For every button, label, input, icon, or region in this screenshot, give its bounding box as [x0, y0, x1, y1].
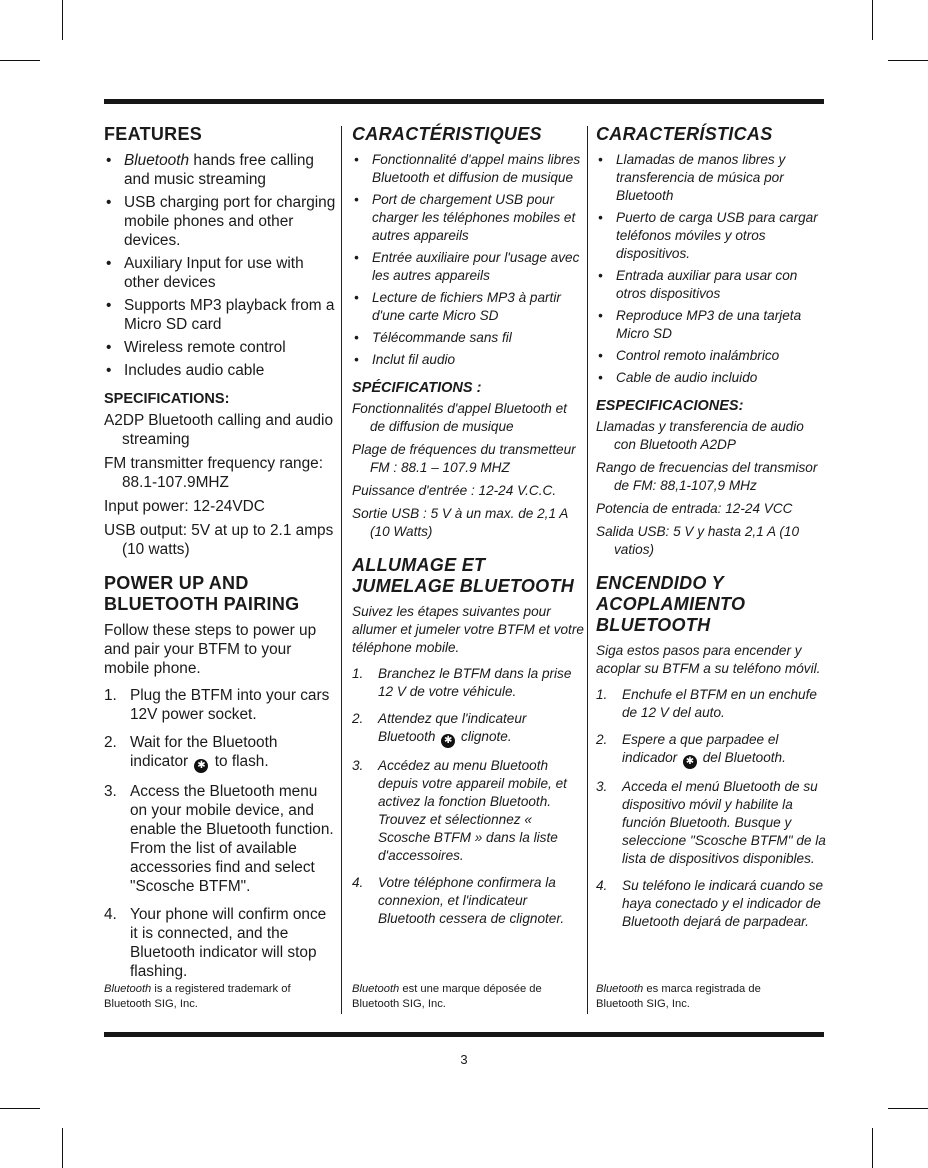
list-item: • Télécommande sans fil — [352, 329, 584, 347]
step-number: 4. — [104, 906, 117, 923]
specifications-heading: ESPECIFICACIONES: — [596, 398, 744, 414]
spec-item: Llamadas y transferencia de audio con Bluetooth A2DP — [596, 419, 804, 452]
spec-item: A2DP Bluetooth calling and audio streaming — [104, 412, 334, 448]
step-text: Espere a que parpadee el indicador — [622, 732, 779, 765]
step-number: 3. — [596, 779, 608, 794]
bluetooth-term: Bluetooth — [596, 983, 644, 995]
list-item-text: Auxiliary Input for use with other devices — [124, 255, 304, 291]
step-number: 4. — [352, 875, 364, 890]
pairing-heading-line-2: ACOPLAMIENTO — [596, 594, 746, 614]
step-item — [104, 733, 336, 773]
bottom-rule — [104, 1032, 824, 1037]
list-item: • Fonctionnalité d'appel mains libres Bluetooth et diffusion de musique — [352, 151, 584, 187]
list-item — [104, 361, 336, 380]
features-heading: CARACTÉRISTIQUES — [352, 124, 542, 144]
step-number: 4. — [596, 878, 608, 893]
step-text: Plug the BTFM into your cars 12V power socket. — [130, 687, 330, 723]
pairing-heading-line-2: BLUETOOTH PAIRING — [104, 594, 300, 614]
pairing-intro: Follow these steps to power up and pair your BTFM to your mobile phone. — [104, 622, 317, 677]
list-item-text: hands free calling and music streaming — [124, 152, 314, 188]
step-text: Access the Bluetooth menu on your mobile device, and enable the Bluetooth function. From the list of available accessories find and select "Scosche BTFM". — [130, 783, 334, 895]
step-item — [352, 665, 584, 701]
crop-mark-bottom-left-h — [0, 1108, 40, 1109]
pairing-steps — [596, 686, 828, 931]
features-heading: FEATURES — [104, 124, 203, 144]
list-item: • Cable de audio incluido — [596, 369, 828, 387]
list-item — [104, 254, 336, 292]
step-item — [596, 731, 828, 769]
crop-mark-top-right-v — [872, 0, 873, 40]
pairing-steps — [104, 686, 336, 981]
list-item — [104, 151, 336, 189]
spec-item: FM transmitter frequency range: 88.1-107.9MHZ — [104, 455, 323, 491]
step-text: Branchez le BTFM dans la prise 12 V de votre véhicule. — [378, 666, 572, 699]
features-list — [596, 151, 828, 387]
specifications-heading: SPECIFICATIONS: — [104, 391, 230, 407]
list-item: • Puerto de carga USB para cargar teléfonos móviles y otros dispositivos. — [596, 209, 828, 263]
english-column — [104, 124, 336, 990]
trademark-note-fr — [352, 982, 577, 1012]
column-divider-2 — [587, 126, 588, 1014]
trademark-text: is a registered trademark of Bluetooth SIG, Inc. — [104, 983, 291, 1010]
step-number: 2. — [596, 732, 608, 747]
pairing-heading-line-2: JUMELAGE BLUETOOTH — [352, 576, 575, 596]
crop-mark-top-left-h — [0, 60, 40, 61]
crop-mark-top-left-v — [62, 0, 63, 40]
bluetooth-term: Bluetooth — [352, 983, 400, 995]
specifications-heading: SPÉCIFICATIONS : — [352, 380, 482, 396]
pairing-heading — [596, 573, 828, 636]
step-text-tail: clignote. — [461, 729, 512, 744]
list-item — [104, 296, 336, 334]
spec-item: Salida USB: 5 V y hasta 2,1 A (10 vatios) — [596, 524, 800, 557]
trademark-text: es marca registrada de Bluetooth SIG, Inc. — [596, 983, 761, 1010]
step-item — [104, 686, 336, 724]
page-number: 3 — [460, 1052, 468, 1067]
pairing-heading-line-1: ENCENDIDO Y — [596, 573, 724, 593]
spec-item: USB output: 5V at up to 2.1 amps (10 watts) — [104, 522, 334, 558]
step-item — [352, 710, 584, 748]
bluetooth-term: Bluetooth — [124, 152, 190, 169]
spec-item: Puissance d'entrée : 12-24 V.C.C. — [352, 483, 557, 498]
spanish-column — [596, 124, 828, 940]
spec-item: Rango de frecuencias del transmisor de FM: 88,1-107,9 MHz — [596, 460, 818, 493]
pairing-intro: Siga estos pasos para encender y acoplar su BTFM a su teléfono móvil. — [596, 643, 821, 676]
spec-item: Input power: 12-24VDC — [104, 498, 265, 515]
pairing-steps — [352, 665, 584, 928]
specifications-list — [596, 418, 828, 559]
bluetooth-icon: ✱ — [683, 755, 697, 769]
list-item: • Entrée auxiliaire pour l'usage avec les autres appareils — [352, 249, 584, 285]
list-item: • Inclut fil audio — [352, 351, 584, 369]
bluetooth-icon: ✱ — [441, 734, 455, 748]
step-item — [104, 782, 336, 896]
step-text: Accédez au menu Bluetooth depuis votre appareil mobile, et activez la fonction Bluetooth. Trouvez et sélectionnez « Scosche BTFM » dans la liste d'accessoires. — [378, 758, 567, 863]
spec-item: Fonctionnalités d'appel Bluetooth et de diffusion de musique — [352, 401, 567, 434]
step-text: Wait for the Bluetooth indicator — [130, 734, 278, 770]
step-text: Enchufe el BTFM en un enchufe de 12 V del auto. — [622, 687, 817, 720]
list-item — [104, 193, 336, 250]
pairing-intro: Suivez les étapes suivantes pour allumer et jumeler votre BTFM et votre téléphone mobile. — [352, 604, 584, 655]
step-text: Acceda el menú Bluetooth de su dispositivo móvil y habilite la función Bluetooth. Busque y seleccione "Scosche BTFM" de la lista de dispositivos disponibles. — [622, 779, 826, 866]
step-number: 2. — [352, 711, 364, 726]
step-number: 1. — [596, 687, 608, 702]
pairing-heading — [352, 555, 584, 597]
list-item: • Lecture de fichiers MP3 à partir d'une carte Micro SD — [352, 289, 584, 325]
list-item-text: Wireless remote control — [124, 339, 286, 356]
spec-item: Plage de fréquences du transmetteur FM : 88.1 – 107.9 MHZ — [352, 442, 576, 475]
french-column — [352, 124, 584, 937]
list-item: • Reproduce MP3 de una tarjeta Micro SD — [596, 307, 828, 343]
pairing-heading-line-1: POWER UP AND — [104, 573, 249, 593]
list-item-text: USB charging port for charging mobile phones and other devices. — [124, 194, 336, 249]
column-divider-1 — [341, 126, 342, 1014]
features-list — [352, 151, 584, 369]
trademark-note-es — [596, 982, 796, 1012]
features-list — [104, 151, 336, 380]
list-item: • Control remoto inalámbrico — [596, 347, 828, 365]
crop-mark-bottom-left-v — [62, 1128, 63, 1168]
bluetooth-icon: ✱ — [194, 759, 208, 773]
step-item — [352, 757, 584, 865]
step-number: 1. — [104, 687, 117, 704]
list-item: • Llamadas de manos libres y transferencia de música por Bluetooth — [596, 151, 828, 205]
step-number: 3. — [104, 783, 117, 800]
step-item — [104, 905, 336, 981]
pairing-heading — [104, 573, 336, 615]
specifications-list — [352, 400, 584, 541]
spec-item: Potencia de entrada: 12-24 VCC — [596, 501, 793, 516]
step-item — [596, 686, 828, 722]
step-number: 3. — [352, 758, 364, 773]
step-text: Your phone will confirm once it is connected, and the Bluetooth indicator will stop flashing. — [130, 906, 327, 980]
step-item — [352, 874, 584, 928]
features-heading: CARACTERÍSTICAS — [596, 124, 773, 144]
step-text-tail: del Bluetooth. — [702, 750, 786, 765]
list-item-text: Includes audio cable — [124, 362, 265, 379]
step-text: Su teléfono le indicará cuando se haya conectado y el indicador de Bluetooth dejará de parpadear. — [622, 878, 824, 929]
step-number: 1. — [352, 666, 364, 681]
list-item — [104, 338, 336, 357]
specifications-list — [104, 411, 336, 559]
step-item — [596, 778, 828, 868]
list-item-text: Supports MP3 playback from a Micro SD card — [124, 297, 335, 333]
pairing-heading-line-1: ALLUMAGE ET — [352, 555, 486, 575]
list-item: • Port de chargement USB pour charger les téléphones mobiles et autres appareils — [352, 191, 584, 245]
step-text-tail: to flash. — [214, 753, 269, 770]
step-number: 2. — [104, 734, 117, 751]
crop-mark-bottom-right-h — [888, 1108, 928, 1109]
crop-mark-top-right-h — [888, 60, 928, 61]
pairing-heading-line-3: BLUETOOTH — [596, 615, 711, 635]
step-item — [596, 877, 828, 931]
step-text: Attendez que l'indicateur Bluetooth — [378, 711, 527, 744]
bluetooth-term: Bluetooth — [104, 983, 152, 995]
step-text: Votre téléphone confirmera la connexion, et l'indicateur Bluetooth cessera de clignoter. — [378, 875, 565, 926]
trademark-note-en — [104, 982, 334, 1012]
crop-mark-bottom-right-v — [872, 1128, 873, 1168]
spec-item: Sortie USB : 5 V à un max. de 2,1 A (10 Watts) — [352, 506, 568, 539]
trademark-text: est une marque déposée de Bluetooth SIG, Inc. — [352, 983, 542, 1010]
list-item: • Entrada auxiliar para usar con otros dispositivos — [596, 267, 828, 303]
top-rule — [104, 99, 824, 104]
